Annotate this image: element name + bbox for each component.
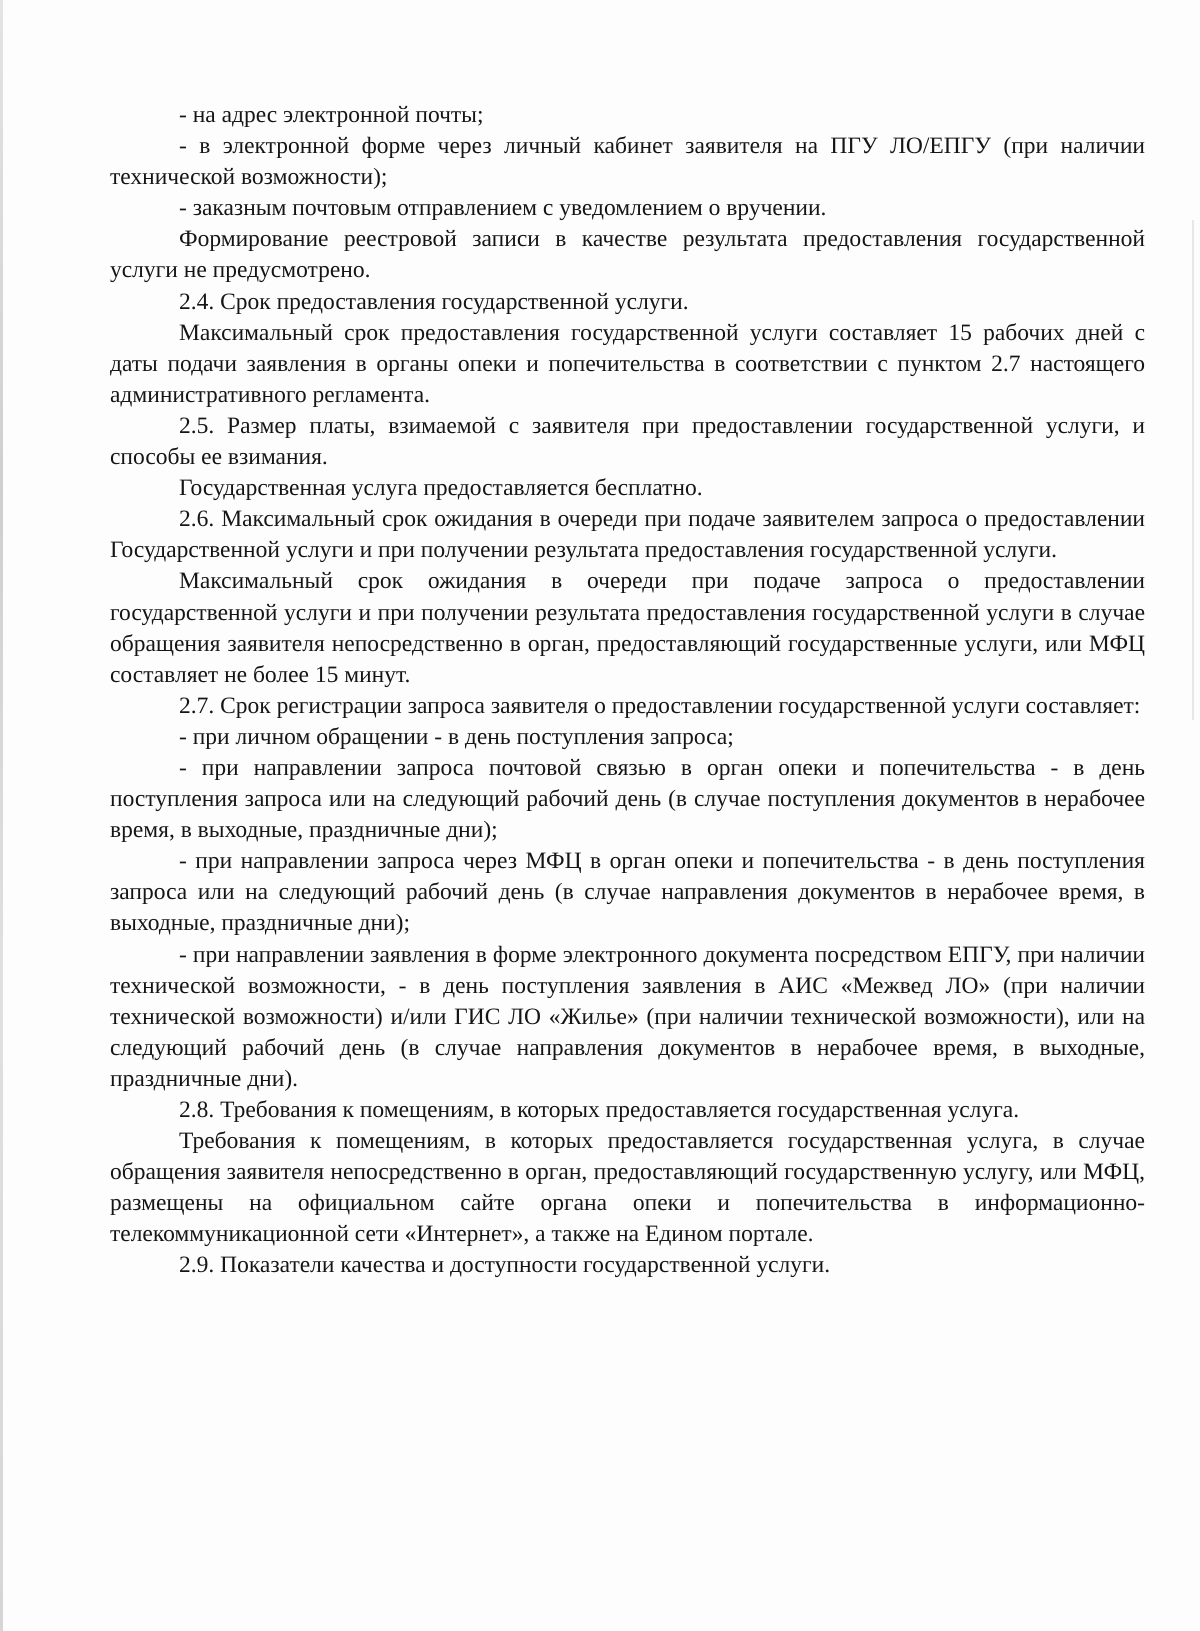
paragraph-electronic-request: - при направлении заявления в форме электронного документа посредством ЕПГУ, при наличии технической возможности, - в день поступления заявления в АИС «Межвед ЛО» (при наличии технической возможности) и/или ГИС ЛО «Жилье» (при наличии технической возможности), или на следующий рабочий день (в случае направления документов в нерабочее время, в выходные, праздничные дни). (110, 941, 1145, 1092)
section-heading-2-9: 2.9. Показатели качества и доступности государственной услуги. (179, 1252, 831, 1279)
paragraph-mfc-request: - при направлении запроса через МФЦ в орган опеки и попечительства - в день поступления запроса или на следующий рабочий день (в случае направления документов в нерабочее время, в выходные, праздничные дни); (110, 848, 1145, 937)
section-heading-2-7: 2.7. Срок регистрации запроса заявителя о предоставлении государственной услуги составляет: (179, 692, 1141, 719)
paragraph-registry-record: Формирование реестровой записи в качестве результата предоставления государственной услуги не предусмотрено. (110, 226, 1145, 284)
scan-edge-right (1192, 220, 1194, 720)
paragraph-email: - на адрес электронной почты; (179, 102, 484, 128)
section-heading-2-8: 2.8. Требования к помещениям, в которых предоставляется государственная услуга. (179, 1097, 1020, 1123)
paragraph-personal-cabinet: - в электронной форме через личный кабинет заявителя на ПГУ ЛО/ЕПГУ (при наличии технической возможности); (110, 133, 1145, 191)
paragraph-max-term: Максимальный срок предоставления государственной услуги составляет 15 рабочих дней с даты подачи заявления в органы опеки и попечительства в соответствии с пунктом 2.7 настоящего административного регламента. (110, 319, 1145, 408)
paragraph-personal-visit: - при личном обращении - в день поступления запроса; (179, 723, 734, 750)
paragraph-premises-requirements: Требования к помещениям, в которых предоставляется государственная услуга, в случае обращения заявителя непосредственно в орган, предоставляющий государственную услугу, или МФЦ, размещены на официальном сайте органа опеки и попечительства в информационно-телекоммуникационной сети «Интернет», а также на Едином портале. (110, 1128, 1145, 1248)
document-body (110, 100, 1145, 1282)
scan-edge-left (0, 0, 3, 1631)
paragraph-queue-time: Максимальный срок ожидания в очереди при подаче запроса о предоставлении государственной услуги и при получении результата предоставления государственной услуги в случае обращения заявителя непосредственно в орган, предоставляющий государственные услуги, или МФЦ составляет не более 15 минут. (110, 568, 1145, 688)
paragraph-registered-mail: - заказным почтовым отправлением с уведомлением о вручении. (179, 195, 827, 222)
paragraph-free-service: Государственная услуга предоставляется бесплатно. (179, 475, 703, 502)
section-heading-2-4: 2.4. Срок предоставления государственной услуги. (179, 288, 689, 315)
section-heading-2-5: 2.5. Размер платы, взимаемой с заявителя при предоставлении государственной услуги, и способы ее взимания. (110, 412, 1145, 471)
section-heading-2-6: 2.6. Максимальный срок ожидания в очереди при подаче заявителем запроса о предоставлении Государственной услуги и при получении результата предоставления государственной услуги. (110, 506, 1145, 564)
paragraph-postal-request: - при направлении запроса почтовой связью в орган опеки и попечительства - в день поступления запроса или на следующий рабочий день (в случае поступления документов в нерабочее время, в выходные, праздничные дни); (110, 754, 1145, 844)
